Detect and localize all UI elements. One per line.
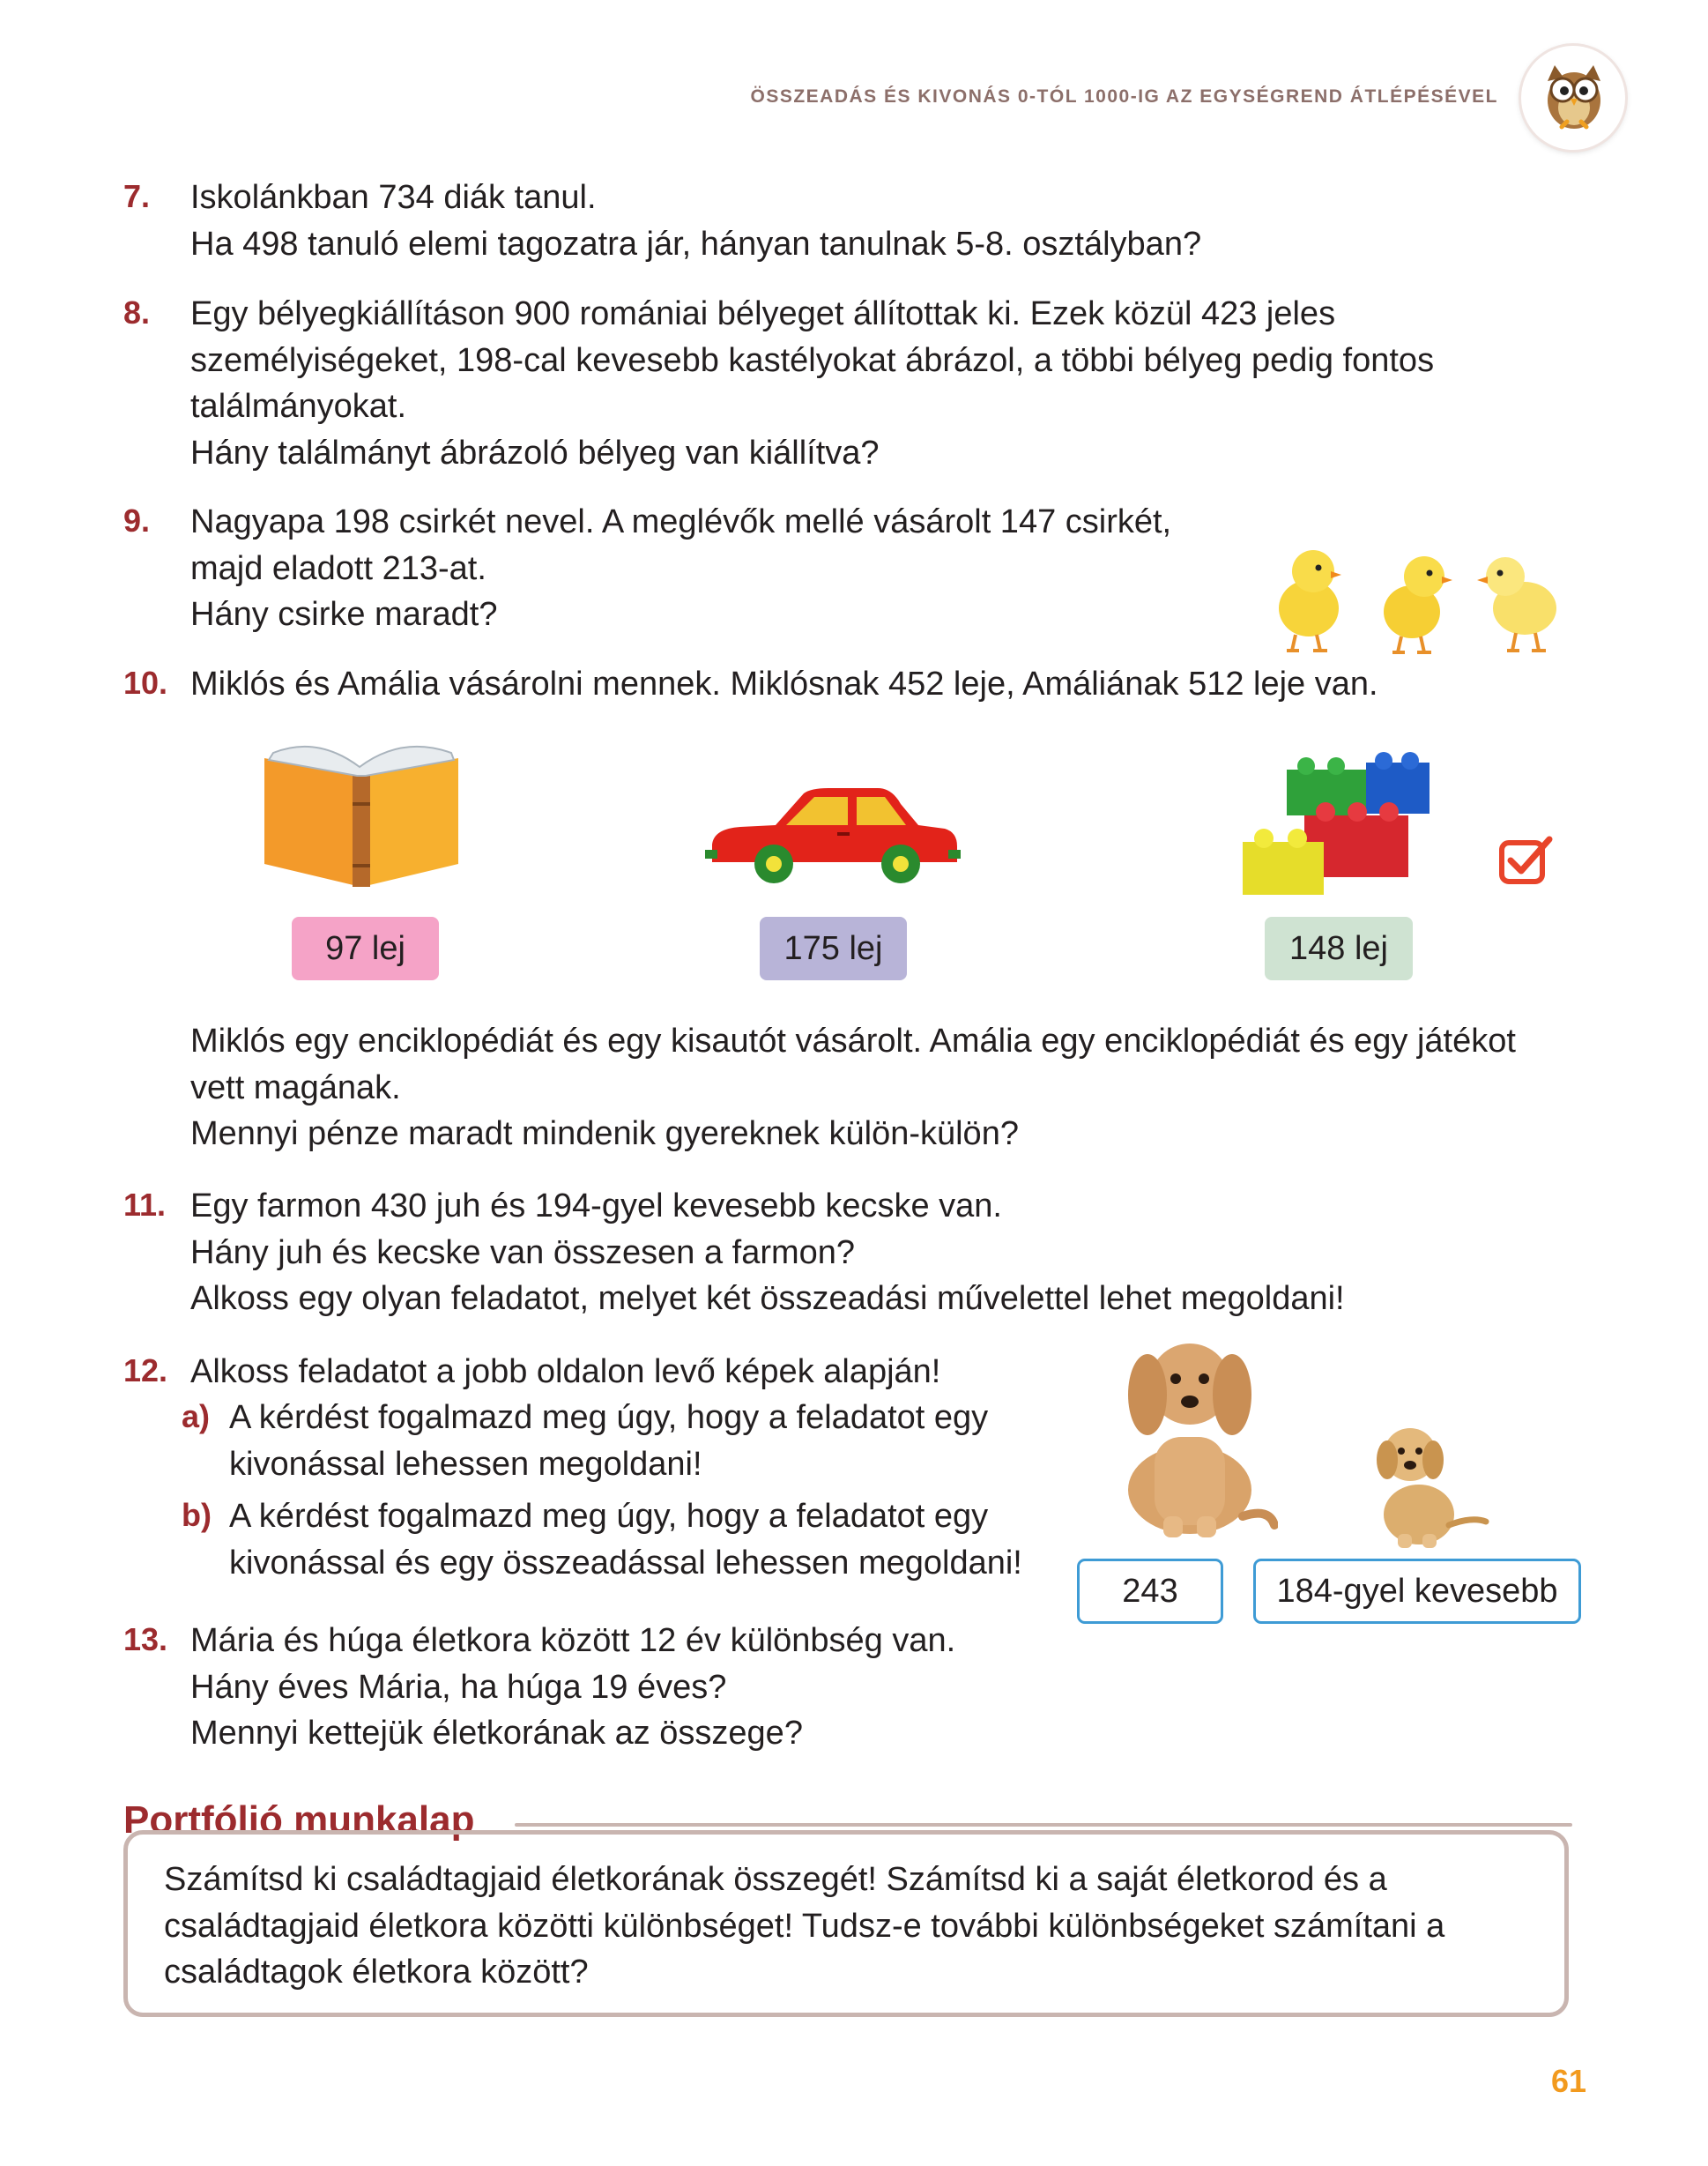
text-line: Számítsd ki családtagjaid életkorának összegét! Számítsd ki a saját életkorod és a: [164, 1861, 1387, 1898]
text-line: Miklós és Amália vásárolni mennek. Miklósnak 452 leje, Amáliának 512 leje van.: [190, 666, 1378, 703]
task-text: [190, 291, 1434, 476]
text-line: Hány találmányt ábrázoló bélyeg van kiállítva?: [190, 434, 880, 472]
text-line: Mennyi kettejük életkorának az összege?: [190, 1715, 803, 1752]
portfolio-text: [164, 1857, 1444, 1996]
value-box-184-fewer: 184-gyel kevesebb: [1253, 1559, 1581, 1624]
text-line: családtagjaid életkora közötti különbséget! Tudsz-e további különbségeket számítani a: [164, 1907, 1445, 1945]
task-text: [190, 1618, 955, 1757]
price-tag-car: 175 lej: [760, 917, 907, 980]
task-number: 11.: [123, 1187, 167, 1223]
task-text: [190, 499, 1171, 638]
text-line: személyiségeket, 198-cal kevesebb kastélyokat ábrázol, a többi bélyeg pedig fontos: [190, 341, 1435, 379]
page-number: 61: [1550, 2063, 1586, 2099]
checkbox-check-icon: [1498, 834, 1555, 887]
text-line: Iskolánkban 734 diák tanul.: [190, 179, 597, 216]
chick-icon: [1477, 557, 1556, 651]
text-line: Ha 498 tanuló elemi tagozatra jár, hányan tanulnak 5-8. osztályban?: [190, 225, 1202, 263]
subtask-a-text: [229, 1395, 988, 1487]
encyclopedia-image: [256, 741, 467, 890]
text-line: kivonással lehessen megoldani!: [229, 1445, 702, 1483]
owl-icon: [1521, 46, 1625, 150]
task-text: [190, 175, 1201, 267]
text-line: majd eladott 213-at.: [190, 549, 486, 587]
value-box-243: 243: [1077, 1559, 1223, 1624]
text-line: kivonással és egy összeadással lehessen megoldani!: [229, 1544, 1022, 1582]
text-line: Alkoss egy olyan feladatot, melyet két összeadási művelettel lehet megoldani!: [190, 1280, 1345, 1317]
chick-icon: [1279, 550, 1341, 651]
text-line: családtagok életkora között?: [164, 1954, 589, 1991]
task-text: [190, 661, 1378, 708]
text-line: A kérdést fogalmazd meg úgy, hogy a feladatot egy: [229, 1399, 989, 1436]
text-line: találmányokat.: [190, 388, 407, 425]
text-line: Miklós egy enciklopédiát és egy kisautót vásárolt. Amália egy enciklopédiát és egy játékot: [190, 1023, 1516, 1060]
price-tag-book: 97 lej: [292, 917, 439, 980]
puppy-image: [1357, 1411, 1489, 1552]
task-number: 10.: [123, 665, 168, 701]
toy-car-image: [705, 783, 961, 889]
task-text: [190, 1349, 940, 1396]
text-line: A kérdést fogalmazd meg úgy, hogy a feladatot egy: [229, 1498, 989, 1535]
task-number: 13.: [123, 1621, 168, 1657]
subtask-b-text: [229, 1493, 1022, 1586]
task-number: 8.: [123, 294, 151, 331]
task-number: 9.: [123, 502, 151, 539]
task-text: [190, 1018, 1516, 1157]
portfolio-divider: [515, 1823, 1572, 1827]
text-line: vett magának.: [190, 1068, 401, 1106]
text-line: Mennyi pénze maradt mindenik gyereknek külön-külön?: [190, 1115, 1019, 1152]
subtask-label: b): [182, 1497, 212, 1533]
text-line: Egy farmon 430 juh és 194-gyel kevesebb kecske van.: [190, 1187, 1002, 1224]
text-line: Hány éves Mária, ha húga 19 éves?: [190, 1668, 727, 1706]
owl-badge: [1521, 46, 1625, 150]
text-line: Egy bélyegkiállításon 900 romániai bélyeget állítottak ki. Ezek közül 423 jeles: [190, 295, 1336, 332]
big-dog-image: [1102, 1322, 1278, 1543]
text-line: Hány csirke maradt?: [190, 596, 498, 633]
subtask-label: a): [182, 1398, 211, 1434]
chick-icon: [1384, 556, 1452, 652]
task-number: 12.: [123, 1352, 168, 1388]
task-text: [190, 1183, 1345, 1322]
portfolio-title: Portfólió munkalap: [123, 1798, 475, 1842]
price-tag-lego: 148 lej: [1265, 917, 1413, 980]
text-line: Mária és húga életkora között 12 év különbség van.: [190, 1622, 956, 1659]
running-header: ÖSSZEADÁS ÉS KIVONÁS 0-TÓL 1000-IG AZ EGYSÉGREND ÁTLÉPÉSÉVEL: [750, 86, 1498, 107]
text-line: Nagyapa 198 csirkét nevel. A meglévők mellé vásárolt 147 csirkét,: [190, 503, 1172, 540]
chicks-image: [1260, 538, 1578, 661]
text-line: Alkoss feladatot a jobb oldalon levő képek alapján!: [190, 1353, 941, 1390]
text-line: Hány juh és kecske van összesen a farmon?: [190, 1233, 856, 1271]
lego-blocks-image: [1234, 745, 1445, 904]
task-number: 7.: [123, 178, 151, 214]
